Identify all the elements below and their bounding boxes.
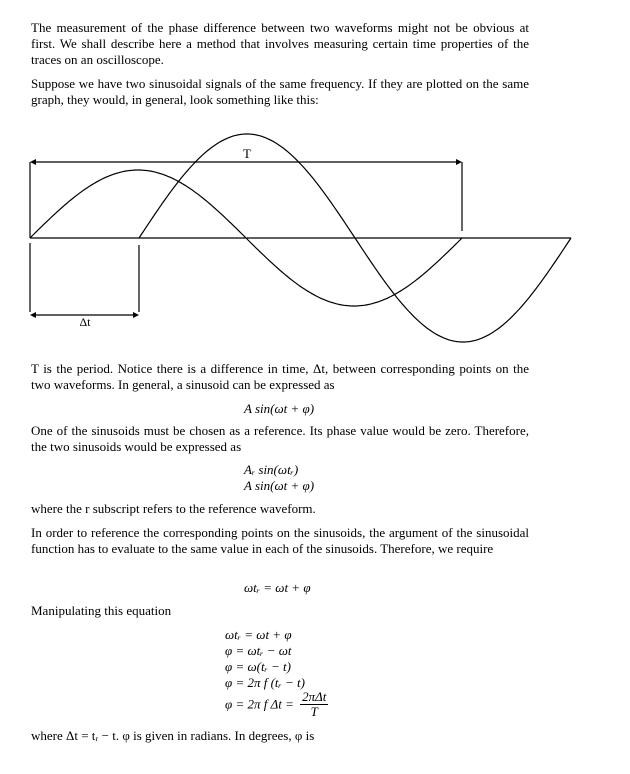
- step-4: φ = 2π f (tᵣ − t): [225, 675, 305, 690]
- require-equation-text: ωtᵣ = ωt + φ: [244, 580, 311, 595]
- period-arrowhead-left: [30, 159, 36, 165]
- manipulation-steps: [225, 627, 305, 691]
- final-equation-lhs: φ = 2π f Δt =: [225, 696, 294, 712]
- general-equation-text: A sin(ωt + φ): [244, 401, 315, 416]
- final-equation-fraction: [300, 690, 328, 719]
- delta-label: Δt: [79, 315, 91, 329]
- fraction-denominator: T: [310, 704, 318, 719]
- final-equation: [225, 690, 328, 719]
- waveform-diagram: [0, 120, 630, 350]
- intro-paragraph: The measurement of the phase difference between two waveforms might not be obvious at first. We shall describe here a method that involves measuring certain time properties of the traces on an oscilloscope.: [31, 20, 529, 67]
- reference-equation-2: A sin(ωt + φ): [244, 478, 315, 493]
- fraction-numerator: 2πΔt: [302, 689, 327, 704]
- reference-paragraph: One of the sinusoids must be chosen as a reference. Its phase value would be zero. Therefore, the two sinusoids would be expressed as: [31, 423, 529, 454]
- require-equation: [244, 580, 311, 596]
- delta-arrowhead-right: [133, 312, 139, 318]
- reference-equations: [244, 462, 314, 494]
- reference-equation-1: Aᵣ sin(ωtᵣ): [244, 462, 299, 477]
- argument-paragraph: In order to reference the corresponding points on the sinusoids, the argument of the sinusoidal function has to evaluate to the same value in each of the sinusoids. Therefore, we require: [31, 525, 529, 556]
- final-paragraph: where Δt = tᵣ − t. φ is given in radians. In degrees, φ is: [31, 728, 315, 743]
- delta-arrowhead-left: [30, 312, 36, 318]
- period-paragraph: T is the period. Notice there is a difference in time, Δt, between corresponding points on the two waveforms. In general, a sinusoid can be expressed as: [31, 361, 529, 392]
- period-label: T: [243, 146, 251, 161]
- suppose-paragraph: Suppose we have two sinusoidal signals of the same frequency. If they are plotted on the same graph, they would, in general, look something like this:: [31, 76, 529, 107]
- step-3: φ = ω(tᵣ − t): [225, 659, 291, 674]
- step-2: φ = ωtᵣ − ωt: [225, 643, 292, 658]
- step-1: ωtᵣ = ωt + φ: [225, 627, 292, 642]
- period-arrowhead-right: [456, 159, 462, 165]
- subscript-paragraph: where the r subscript refers to the reference waveform.: [31, 501, 316, 516]
- manipulating-paragraph: Manipulating this equation: [31, 603, 172, 618]
- general-equation: [244, 401, 314, 417]
